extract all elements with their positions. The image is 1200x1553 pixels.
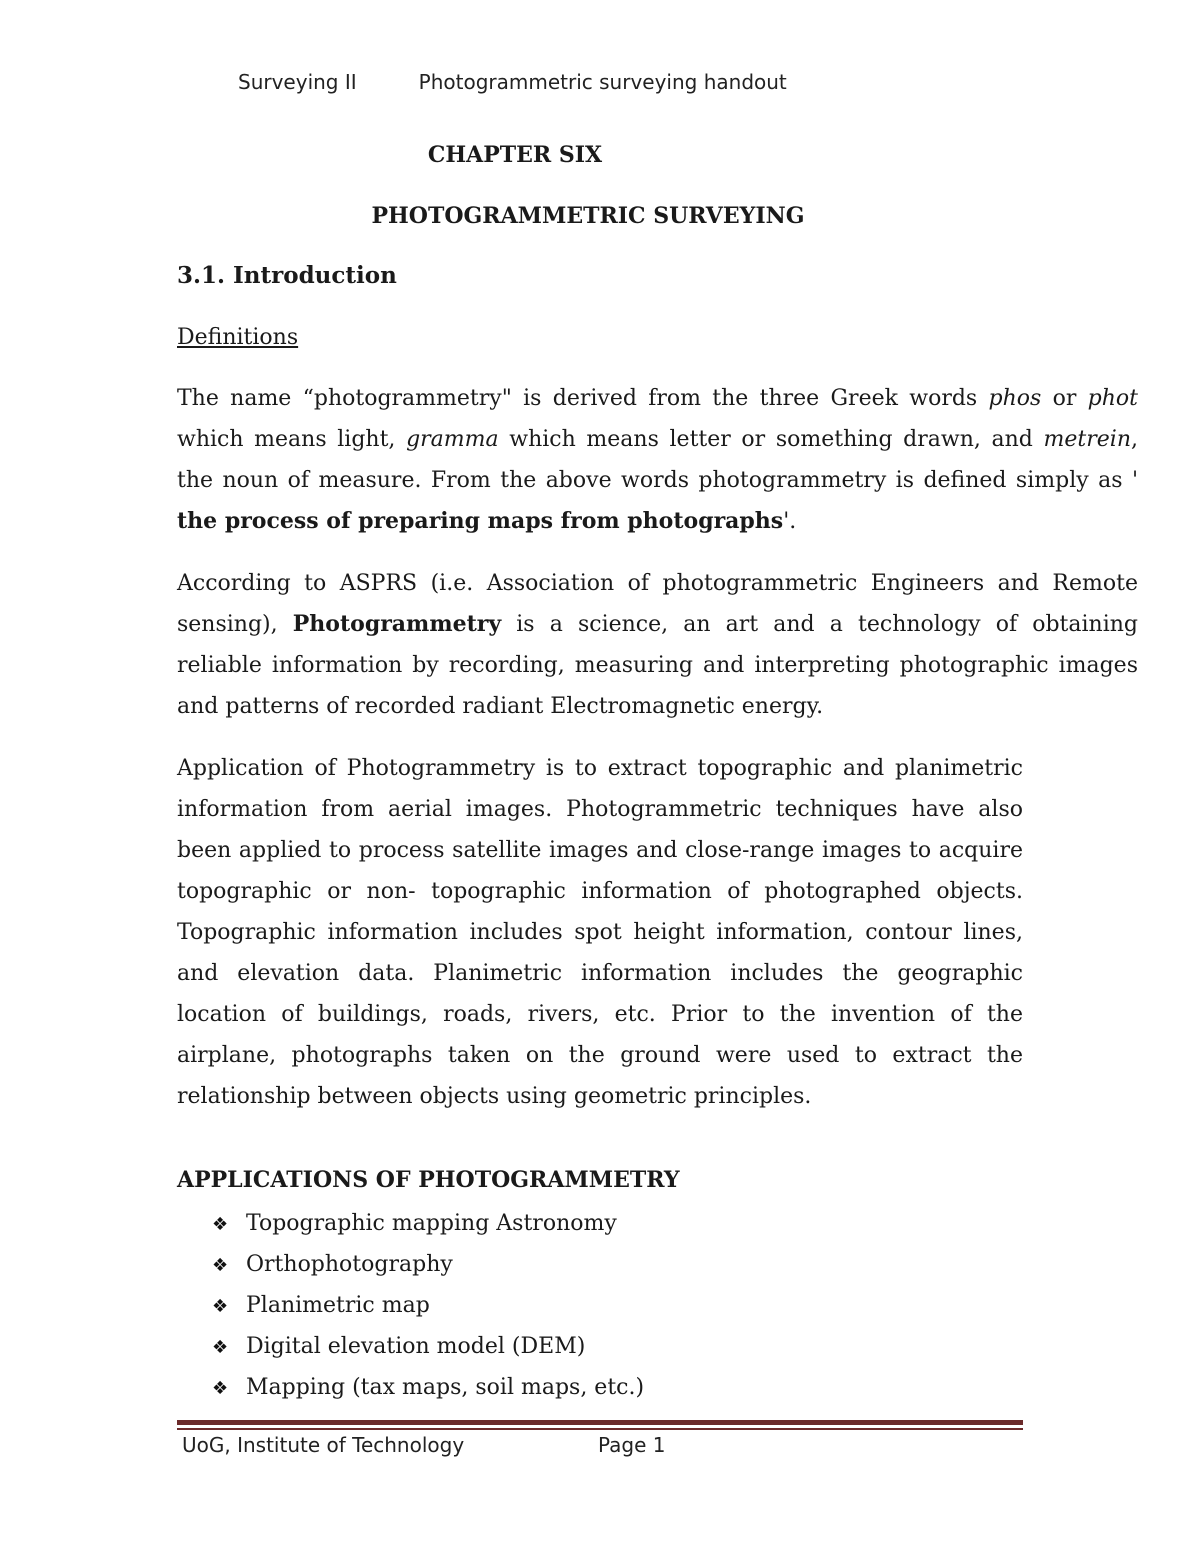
header-handout: Photogrammetric surveying handout <box>418 70 787 94</box>
chapter-label: CHAPTER SIX <box>427 142 603 168</box>
list-item <box>212 1285 644 1326</box>
definitions-heading: Definitions <box>177 325 299 350</box>
list-item-text: Orthophotography <box>246 1252 453 1277</box>
term-photogrammetry: Photogrammetry <box>292 611 502 637</box>
list-item-text: Planimetric map <box>246 1293 430 1318</box>
term-gramma: gramma <box>406 427 499 452</box>
page-title: PHOTOGRAMMETRIC SURVEYING <box>371 203 805 229</box>
text-run: which means light, <box>177 427 407 452</box>
list-item <box>212 1203 644 1244</box>
text-run: is a science, an art and a technology of obtaining reliable information by recording, measuring and interpreting photographic images and patterns of recorded radiant Electromagnetic energy. <box>177 612 1138 719</box>
section-heading: 3.1. Introduction <box>177 262 397 289</box>
text-run: or <box>1041 386 1088 411</box>
footer-institution: UoG, Institute of Technology <box>182 1433 465 1457</box>
header-course: Surveying II <box>238 70 357 94</box>
paragraph-application: Application of Photogrammetry is to extract topographic and planimetric information from aerial images. Photogrammetric techniques have also been applied to process satellite images and close-range images to acquire topographic or non- topographic information of photographed objects. Topographic information includes spot height information, contour lines, and elevation data. Planimetric information includes the geographic location of buildings, roads, rivers, etc. Prior to the invention of the airplane, photographs taken on the ground were used to extract the relationship between objects using geometric principles. <box>177 756 1023 1109</box>
applications-list <box>212 1203 644 1408</box>
list-item-text: Topographic mapping Astronomy <box>246 1211 617 1236</box>
footer-divider-thick <box>177 1420 1023 1425</box>
text-run: which means letter or something drawn, and <box>498 427 1044 452</box>
diamond-bullet-icon: ❖ <box>212 1296 229 1317</box>
list-item <box>212 1244 644 1285</box>
diamond-bullet-icon: ❖ <box>212 1214 229 1235</box>
page-footer <box>182 1433 666 1457</box>
definition-emphasis: the process of preparing maps from photographs <box>177 508 784 534</box>
text-run: , the noun of measure. From the above words photogrammetry is defined simply as ' <box>177 427 1138 493</box>
paragraph-etymology <box>177 378 1138 542</box>
diamond-bullet-icon: ❖ <box>212 1378 229 1399</box>
list-item <box>212 1367 644 1408</box>
running-header <box>238 70 787 94</box>
text-run: The name “photogrammetry" is derived from the three Greek words <box>177 386 989 411</box>
term-phot: phot <box>1087 386 1138 411</box>
text-run: According to ASPRS (i.e. Association of photogrammetric Engineers and Remote sensing), <box>177 571 1138 637</box>
diamond-bullet-icon: ❖ <box>212 1337 229 1358</box>
diamond-bullet-icon: ❖ <box>212 1255 229 1276</box>
text-run: '. <box>783 509 797 534</box>
paragraph-asprs-definition <box>177 563 1138 727</box>
footer-divider <box>177 1420 1023 1431</box>
list-item-text: Digital elevation model (DEM) <box>246 1334 586 1359</box>
list-item <box>212 1326 644 1367</box>
term-metrein: metrein <box>1043 427 1131 452</box>
term-phos: phos <box>988 386 1042 411</box>
list-item-text: Mapping (tax maps, soil maps, etc.) <box>246 1375 645 1400</box>
page-number: Page 1 <box>598 1433 666 1457</box>
applications-heading: APPLICATIONS OF PHOTOGRAMMETRY <box>177 1167 680 1193</box>
footer-divider-thin <box>177 1428 1023 1430</box>
